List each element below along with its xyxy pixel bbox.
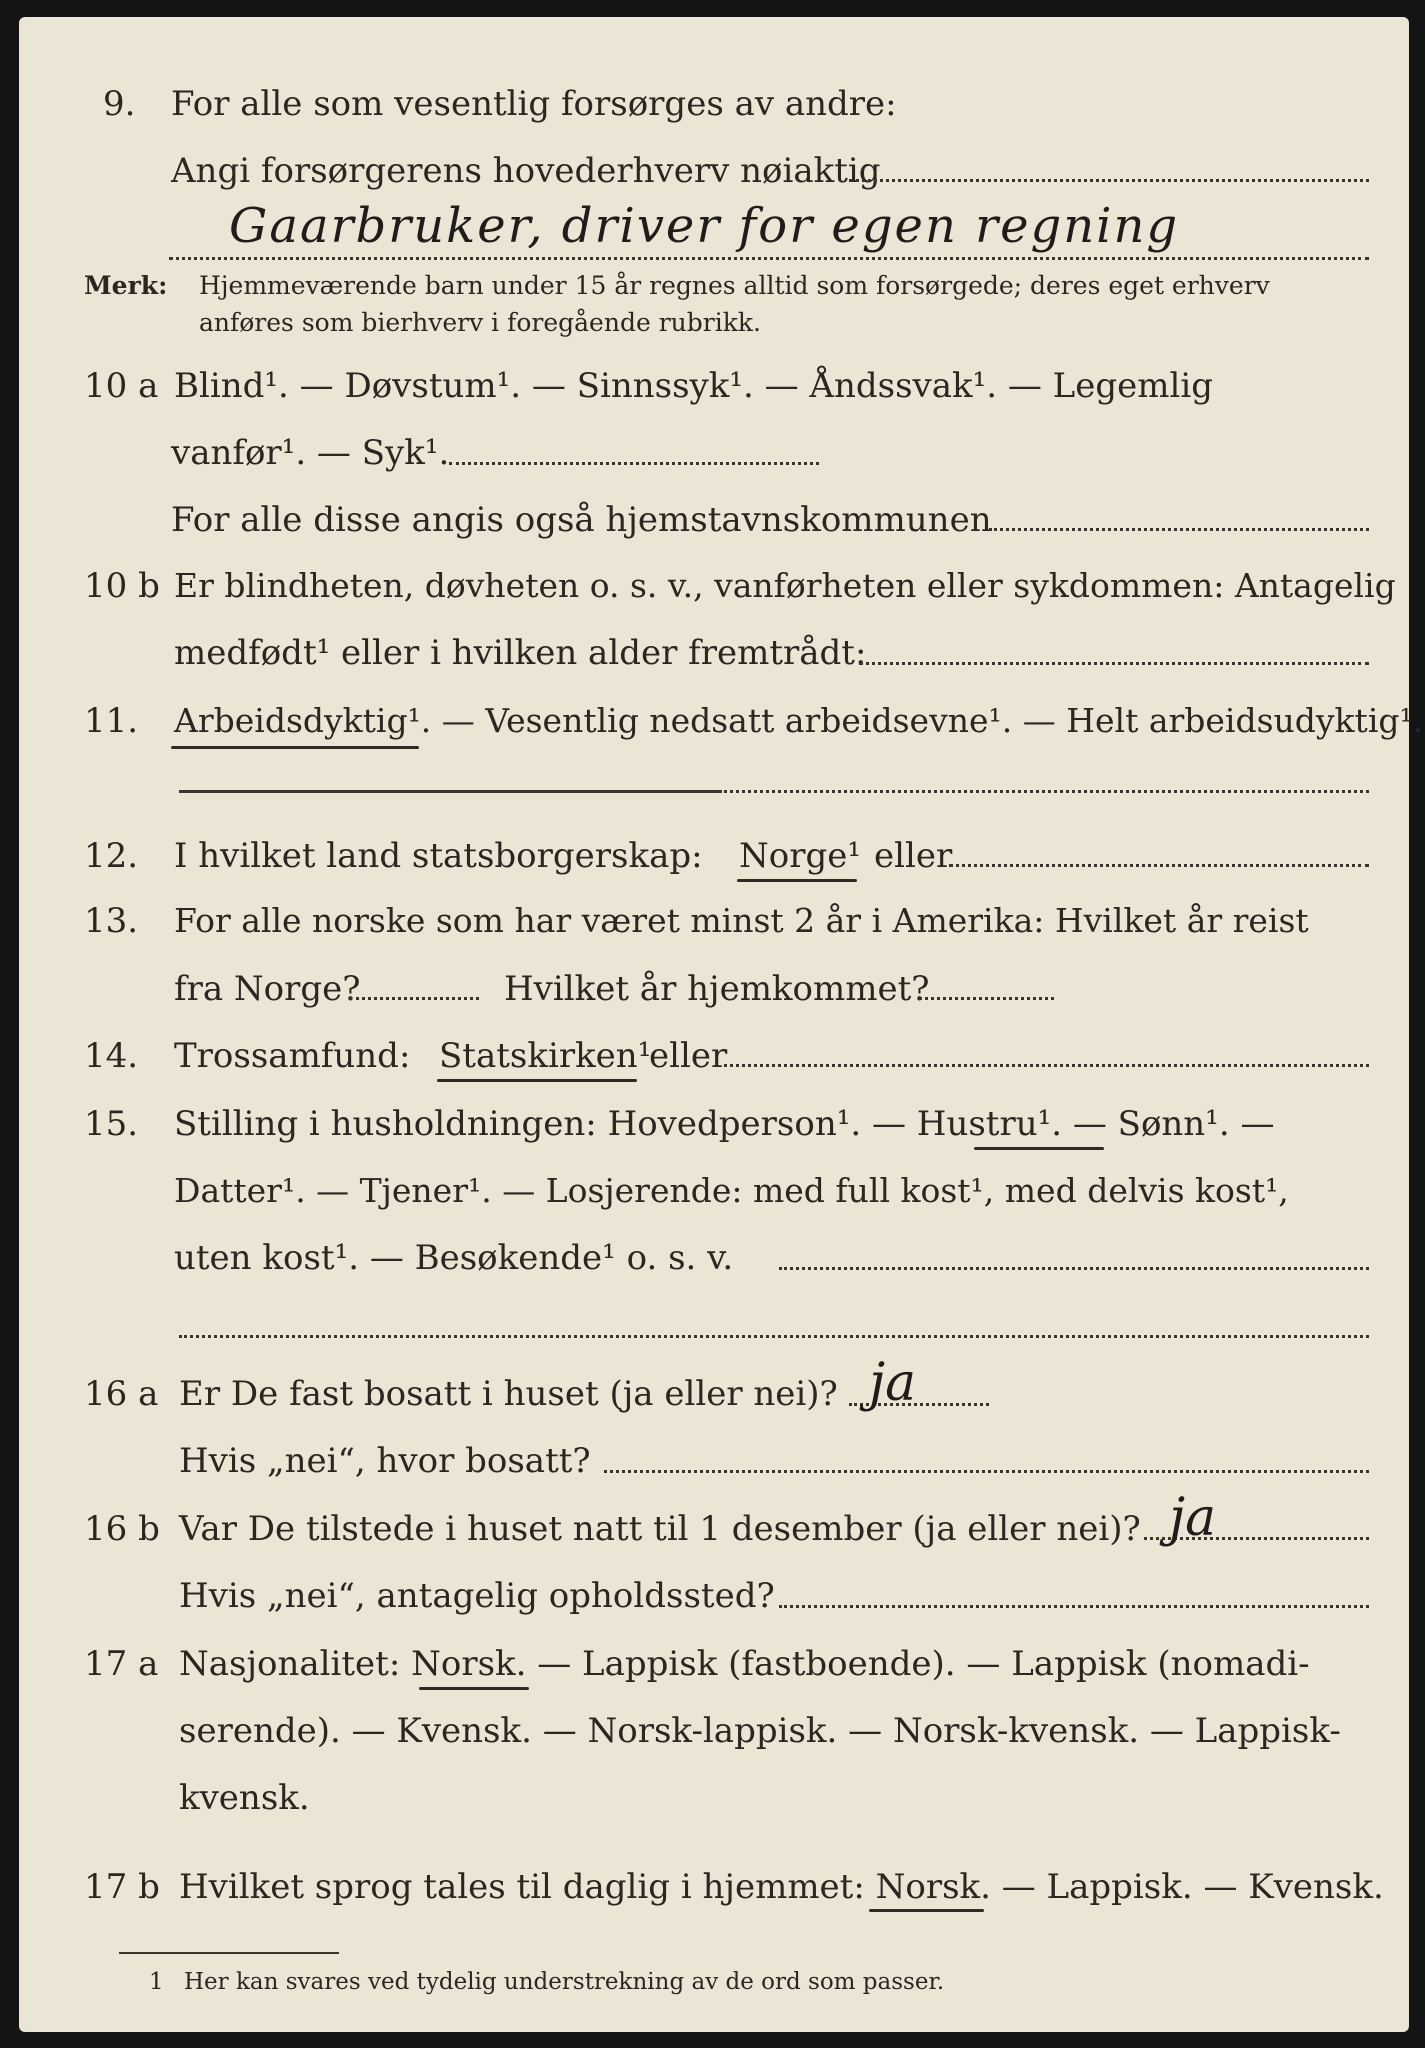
q15-line2: Datter¹. — Tjener¹. — Losjerende: med full kost¹, med delvis kost¹, [174,1171,1289,1210]
q16b-line1: Var De tilstede i huset natt til 1 desember (ja eller nei)? [179,1509,1141,1549]
q16b-place-dotted-line [779,1605,1369,1608]
q10a-number: 10 a [84,366,159,406]
q12-dotted-line [949,864,1369,867]
q13-number: 13. [84,901,139,941]
q12-handwritten-underline [737,879,857,882]
q11-handwritten-underline [171,746,419,749]
q14-choice: Statskirken¹ [439,1036,652,1076]
q9-number: 9. [103,84,136,124]
q17b-line1: Hvilket sprog tales til daglig i hjemmet: Norsk. — Lappisk. — Kvensk. [179,1867,1384,1907]
q15-line3: uten kost¹. — Besøkende¹ o. s. v. [174,1238,734,1278]
q17a-line3: kvensk. [179,1778,310,1818]
q10a-home-dotted-line [989,528,1369,531]
q12-choice: Norge¹ [739,836,861,876]
q16b-line2: Hvis „nei“, antagelig opholdssted? [179,1576,775,1616]
q11-rule-solid [179,790,719,793]
q10b-line1: Er blindheten, døvheten o. s. v., vanførheten eller sykdommen: Antagelig [174,566,1396,605]
census-form-page [19,17,1424,2032]
note-label: Merk: [84,271,168,300]
q17a-number: 17 a [84,1644,159,1684]
q13-line2b: Hvilket år hjemkommet? [504,969,930,1009]
q10b-number: 10 b [84,566,160,606]
q16b-handwritten-answer: ja [1169,1488,1217,1548]
q10b-dotted-line [859,662,1369,665]
q14-handwritten-underline [437,1079,637,1082]
q10a-line2: vanfør¹. — Syk¹. [171,433,450,473]
q15-extra-line [179,1335,1369,1338]
q17a-handwritten-underline [419,1687,529,1690]
q16a-handwritten-answer: ja [869,1353,917,1413]
q13-line1: For alle norske som har været minst 2 år i Amerika: Hvilket år reist [174,901,1309,940]
q15-line1: Stilling i husholdningen: Hovedperson¹. — Hustru¹. — Sønn¹. — [174,1104,1275,1144]
q17a-line1: Nasjonalitet: Norsk. — Lappisk (fastboende). — Lappisk (nomadi- [179,1644,1310,1684]
q15-handwritten-underline [974,1147,1104,1150]
q16a-line2: Hvis „nei“, hvor bosatt? [179,1441,591,1481]
q14-suffix: eller [649,1036,728,1076]
note-line2: anføres som bierhverv i foregående rubrikk. [199,308,761,337]
q14-dotted-line [724,1064,1369,1067]
q16b-number: 16 b [84,1509,160,1549]
q13-year-left-dotted-line [349,997,479,1000]
q13-line2a: fra Norge? [174,969,361,1009]
q12-number: 12. [84,836,139,876]
q9-handwritten-answer: Gaarbruker, driver for egen regning [229,198,1180,254]
q15-number: 15. [84,1104,139,1144]
q10b-line2: medfødt¹ eller i hvilken alder fremtrådt: [174,633,867,673]
q10a-dotted-line [449,462,819,465]
q14-prefix: Trossamfund: [174,1036,411,1076]
q12-suffix: eller [874,836,953,876]
footnote-text: Her kan svares ved tydelig understrekning av de ord som passer. [184,1969,945,1995]
q10a-line3: For alle disse angis også hjemstavnskommunen [171,500,992,540]
q17b-handwritten-underline [869,1909,984,1912]
q9-answer-line [169,257,1369,260]
q12-prefix: I hvilket land statsborgerskap: [174,836,703,876]
q11-number: 11. [84,701,139,741]
q15-dotted-line [779,1267,1369,1270]
q16a-residence-dotted-line [604,1470,1369,1473]
q14-number: 14. [84,1036,139,1076]
q9-line2: Angi forsørgerens hovederhverv nøiaktig [171,151,881,191]
q16a-line1: Er De fast bosatt i huset (ja eller nei)? [179,1374,838,1414]
q11-line1: Arbeidsdyktig¹. — Vesentlig nedsatt arbeidsevne¹. — Helt arbeidsudyktig¹. [174,701,1424,740]
footnote-rule [119,1952,339,1954]
q11-rule-dotted [719,790,1369,793]
footnote-marker: 1 [149,1969,164,1995]
q16a-number: 16 a [84,1374,159,1414]
q9-dotted-line [849,179,1369,182]
q9-line1: For alle som vesentlig forsørges av andre: [171,84,897,124]
q13-year-returned-dotted-line [919,997,1054,1000]
q10a-line1: Blind¹. — Døvstum¹. — Sinnssyk¹. — Åndssvak¹. — Legemlig [174,366,1213,406]
q17a-line2: serende). — Kvensk. — Norsk-lappisk. — Norsk-kvensk. — Lappisk- [179,1711,1341,1751]
note-line1: Hjemmeværende barn under 15 år regnes alltid som forsørgede; deres eget erhverv [199,271,1270,300]
q17b-number: 17 b [84,1867,160,1907]
